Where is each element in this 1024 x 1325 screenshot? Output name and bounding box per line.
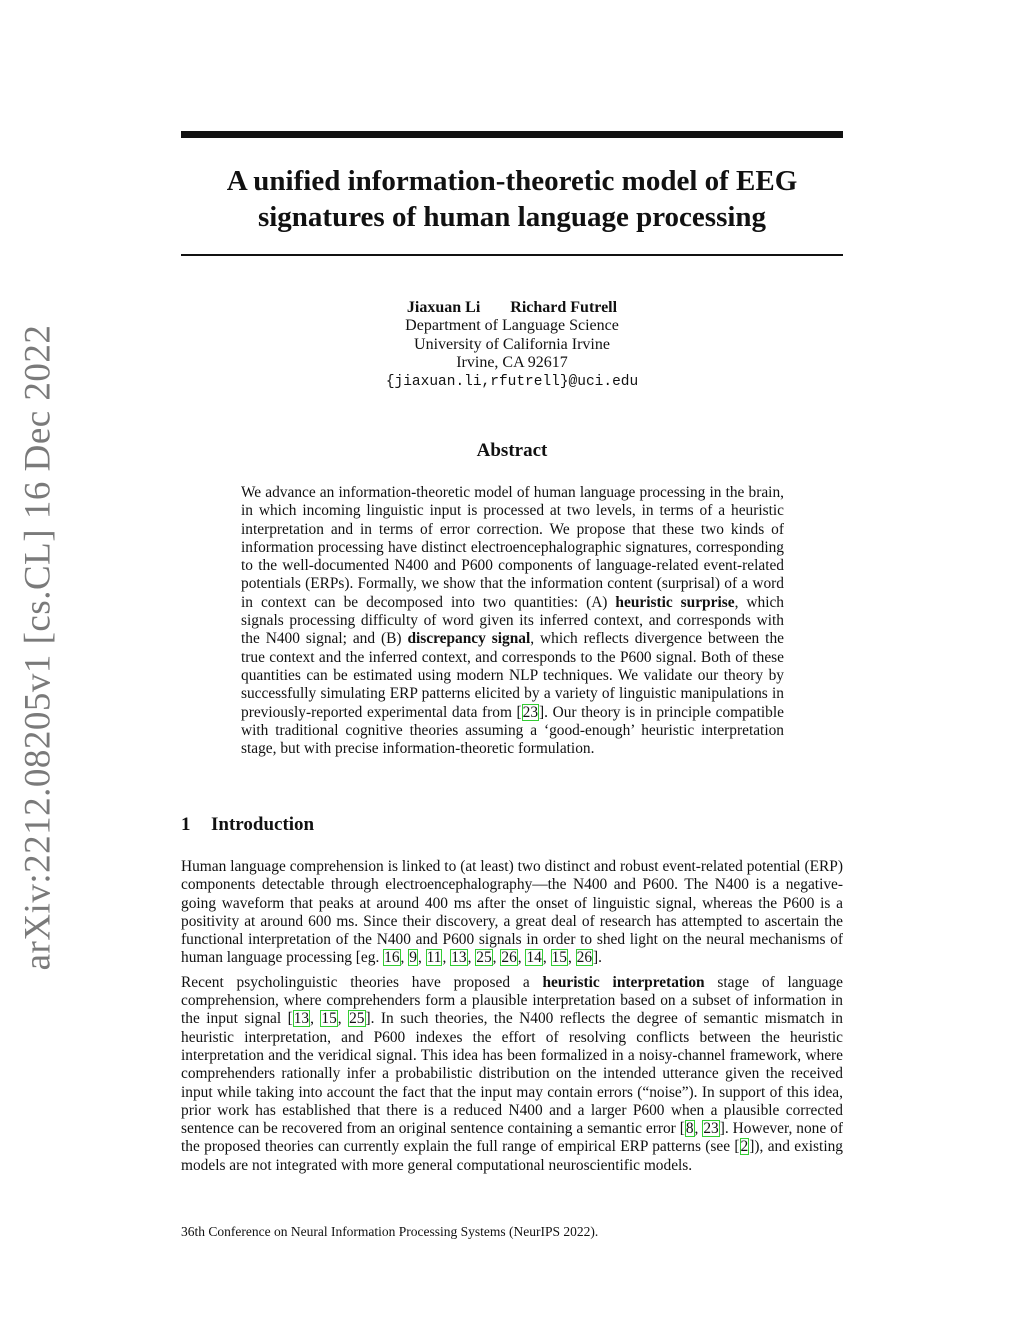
paragraph-text: stage of language comprehension, where comprehenders form a plausible interpretation based on a subset of information in the input signal [ [181, 973, 843, 1028]
citation-link[interactable]: 14 [526, 949, 542, 967]
section-heading [181, 814, 314, 836]
arxiv-stamp [6, 324, 70, 971]
abstract-text-part: We advance an information-theoretic model of human language processing in the brain, in which incoming linguistic input is processed at two levels, in terms of a heuristic interpretation and in terms of error correction. We propose that these two kinds of information processing have distinct electroencephalographic signatures, corresponding to the well-documented N400 and P600 components of language-related event-related potentials (ERPs). Formally, we show that the information content (surprisal) of a word in context can be decomposed into two quantities: (A) [241, 484, 784, 611]
key-term: heuristic interpretation [542, 973, 705, 991]
citation-link[interactable]: 16 [384, 949, 400, 967]
abstract-text-part: , which signals processing difficulty of word given its inferred context, and corresponds with the N400 signal; and (B) [241, 593, 785, 648]
paragraph: Recent psycholinguistic theories have proposed a heuristic interpretation stage of language comprehension, where comprehenders form a plausible interpretation based on a subset of information in the input signal [13, 15, 25]. In such theories, the N400 reflects the degree of semantic mismatch in heuristic interpretation, and P600 indexes the effort of resolving conflicts between the heuristic interpretation and the veridical signal. This idea has been formalized in a noisy-channel framework, where comprehenders rationally infer a probabilistic distribution on the intended utterance given the received input while taking into account the fact that the input may contain errors (“noise”). In support of this idea, prior work has established that there is a reduced N400 and a larger P600 when a plausible corrected sentence can be recovered from an original sentence containing a semantic error [8, 23]. However, none of the proposed theories can currently explain the full range of empirical ERP patterns (see [2]), and existing models are not integrated with more general computational neuroscientific models. [181, 973, 843, 1174]
citation-link[interactable]: 23 [522, 703, 539, 721]
citation-link[interactable]: 25 [476, 949, 492, 967]
citation-link[interactable]: 23 [703, 1120, 719, 1138]
citation-link[interactable]: 11 [426, 949, 442, 967]
paragraph-text: Human language comprehension is linked to (at least) two distinct and robust event-related potential (ERP) components detectable through electroencephalography—the N400 and P600. The N400 is a negative-going waveform that peaks at around 400 ms after the onset of linguistic signal, whereas the P600 is a positivity at around 600 ms. Since their discovery, a great deal of research has attempted to ascertain the functional interpretation of the N400 and P600 signals in order to shed light on the neural mechanisms of human language processing [eg. [181, 858, 843, 967]
author-name: Jiaxuan Li [406, 299, 481, 316]
university: University of California Irvine [414, 335, 610, 353]
paragraph-text: Recent psycholinguistic theories have proposed a [181, 973, 543, 991]
conference-footnote: 36th Conference on Neural Information Processing Systems (NeurIPS 2022). [181, 1224, 599, 1239]
paper-title [181, 163, 843, 235]
introduction-body [181, 858, 843, 1181]
citation-link[interactable]: 8 [685, 1120, 694, 1138]
title-line-2: signatures of human language processing [257, 201, 767, 233]
citation-link[interactable]: 25 [349, 1010, 365, 1028]
citation-link[interactable]: 9 [409, 949, 417, 967]
author-block [181, 299, 843, 391]
abstract-text-part: ]. Our theory is in principle compatible with traditional cognitive theories assuming a ‘good-enough’ heuristic interpretation stage, but with precise information-theoretic formulation. [241, 703, 784, 758]
citation-link[interactable]: 13 [293, 1010, 310, 1028]
citation-link[interactable]: 26 [501, 949, 517, 967]
key-term: heuristic surprise [615, 593, 735, 611]
citation-link[interactable]: 2 [740, 1138, 749, 1156]
abstract-text [241, 484, 784, 758]
citation-link[interactable]: 15 [551, 949, 567, 967]
key-term: discrepancy signal [407, 630, 531, 648]
city: Irvine, CA 92617 [456, 354, 568, 372]
paragraph-text: ]. However, none of the proposed theories can currently explain the full range of empirical ERP patterns (see [ [181, 1120, 843, 1156]
section-title: Introduction [211, 814, 315, 835]
paragraph-text: ]), and existing models are not integrated with more general computational neuroscientific models. [181, 1138, 843, 1174]
author-email[interactable]: {jiaxuan.li,rfutrell}@uci.edu [385, 373, 639, 390]
section-number: 1 [181, 814, 191, 835]
paragraph-text: ]. In such theories, the N400 reflects the degree of semantic mismatch in heuristic interpretation, and P600 indexes the effort of resolving conflicts between the heuristic interpretation and the veridical signal. This idea has been formalized in a noisy-channel framework, where comprehenders rationally infer a probabilistic distribution on the intended utterance given the received input while taking into account the fact that the input may contain errors (“noise”). In support of this idea, prior work has established that there is a reduced N400 and a larger P600 when a plausible corrected sentence can be recovered from an original sentence containing a semantic error [ [181, 1010, 843, 1138]
citation-link[interactable]: 26 [576, 949, 593, 967]
citation-link[interactable]: 13 [451, 949, 467, 967]
abstract-text-part: , which reflects divergence between the true context and the inferred context, and corresponds to the P600 signal. Both of these quantities can be estimated using modern NLP techniques. We validate our theory by successfully simulating ERP patterns elicited by a variety of linguistic manipulations in previously-reported experimental data from [ [241, 630, 784, 721]
arxiv-identifier[interactable]: arXiv:2212.08205v1 [cs.CL] 16 Dec 2022 [17, 324, 59, 971]
title-line-1: A unified information-theoretic model of EEG [226, 165, 798, 197]
abstract-heading: Abstract [476, 440, 548, 461]
paragraph: Human language comprehension is linked to (at least) two distinct and robust event-related potential (ERP) components detectable through electroencephalography—the N400 and P600. The N400 is a negative-going waveform that peaks at around 400 ms after the onset of linguistic signal, whereas the P600 is a positivity at around 600 ms. Since their discovery, a great deal of research has attempted to ascertain the functional interpretation of the N400 and P600 signals in order to shed light on the neural mechanisms of human language processing [eg. 16, 9, 11, 13, 25, 26, 14, 15, 26]. [181, 858, 843, 967]
author-name: Richard Futrell [510, 299, 618, 316]
citation-link[interactable]: 15 [321, 1010, 337, 1028]
title-rule-bottom [181, 254, 843, 256]
department: Department of Language Science [405, 317, 619, 335]
title-rule-top [181, 131, 843, 138]
author-names [181, 299, 843, 317]
paragraph-text: ]. [593, 949, 603, 967]
